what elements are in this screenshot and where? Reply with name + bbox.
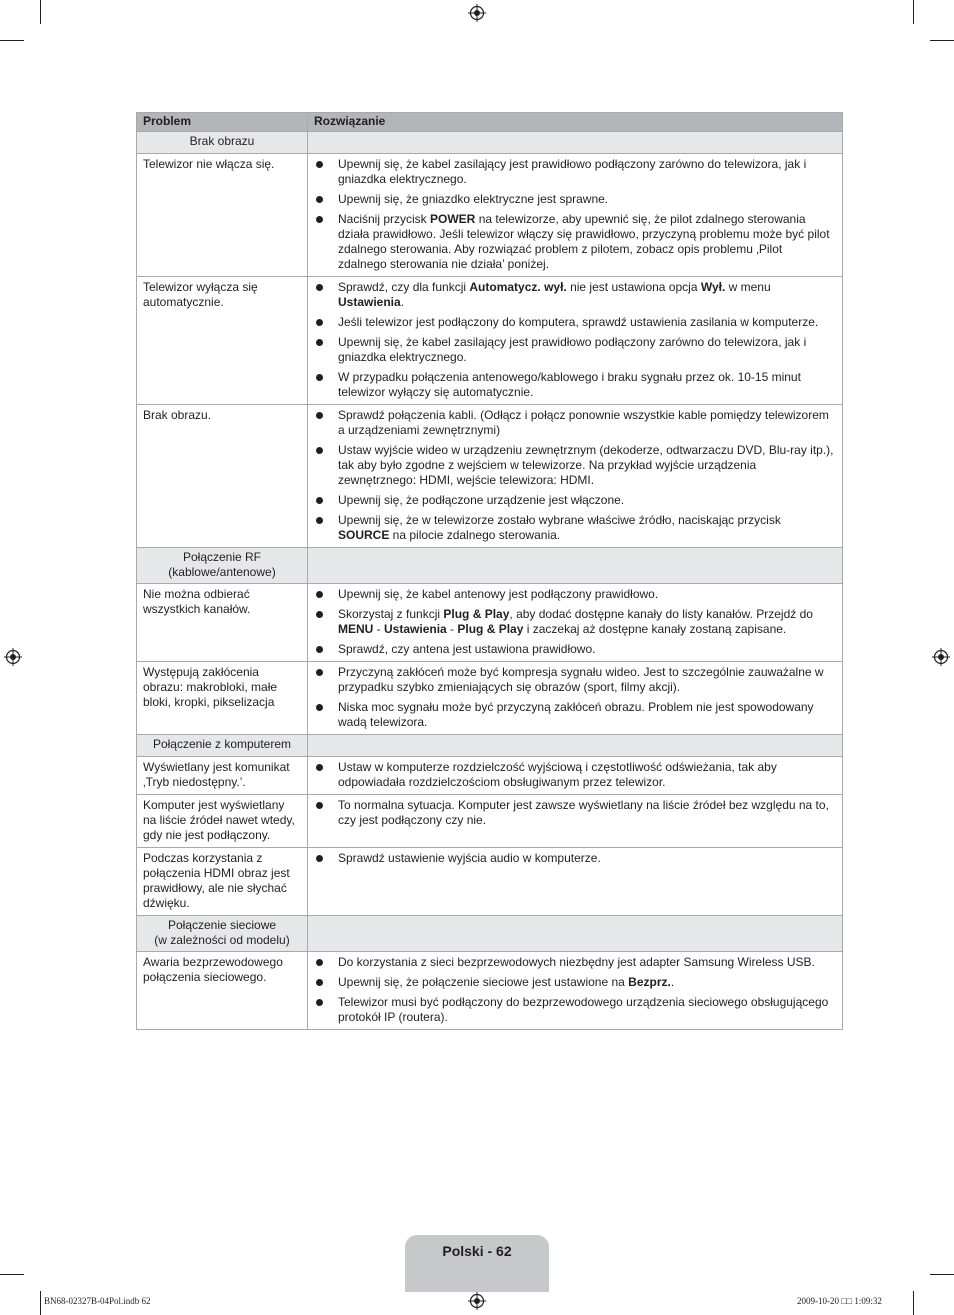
section-title: Połączenie sieciowe (w zależności od modelu) bbox=[137, 916, 308, 952]
solution-text: Niska moc sygnału może być przyczyną zakłóceń obrazu. Problem nie jest spowodowany wadą telewizora. bbox=[338, 700, 814, 729]
section-row bbox=[137, 916, 843, 952]
solution-emphasis: SOURCE bbox=[338, 528, 390, 542]
solution-text: - bbox=[373, 622, 385, 636]
page-label: Polski - 62 bbox=[442, 1243, 512, 1259]
table-header-row bbox=[137, 113, 843, 132]
solution-emphasis: MENU bbox=[338, 622, 374, 636]
problem-cell: Telewizor nie włącza się. bbox=[137, 154, 308, 277]
solution-cell bbox=[308, 795, 843, 848]
footer-timestamp: 2009-10-20 □□ 1:09:32 bbox=[797, 1296, 882, 1306]
problem-cell: Brak obrazu. bbox=[137, 405, 308, 548]
solution-text: Sprawdź, czy antena jest ustawiona prawidłowo. bbox=[338, 642, 596, 656]
solution-text: Sprawdź, czy dla funkcji bbox=[338, 280, 470, 294]
section-row bbox=[137, 132, 843, 154]
solution-text: - bbox=[446, 622, 458, 636]
solution-text: Upewnij się, że gniazdko elektryczne jest sprawne. bbox=[338, 192, 609, 206]
solution-text: W przypadku połączenia antenowego/kablowego i braku sygnału przez ok. 10-15 minut telewizor wyłączy się automatycznie. bbox=[338, 370, 801, 399]
registration-mark-icon bbox=[932, 648, 950, 666]
table-row bbox=[137, 584, 843, 662]
solution-text: Upewnij się, że w telewizorze zostało wybrane właściwe źródło, naciskając przycisk bbox=[338, 513, 781, 527]
solution-text: na pilocie zdalnego sterowania. bbox=[389, 528, 561, 542]
solution-text: Przyczyną zakłóceń może być kompresja sygnału wideo. Jest to szczególnie zauważalne w przypadku szybko zmieniających się obrazów (sport, filmy akcji). bbox=[338, 665, 824, 694]
solution-item bbox=[316, 955, 834, 970]
solution-item bbox=[316, 408, 834, 438]
solution-list bbox=[316, 665, 834, 730]
solution-text: . bbox=[400, 295, 405, 309]
solution-text: Upewnij się, że kabel zasilający jest prawidłowo podłączony zarówno do telewizora, jak i gniazdka elektrycznego. bbox=[338, 335, 807, 364]
solution-item bbox=[316, 798, 834, 828]
problem-cell: Telewizor wyłącza się automatycznie. bbox=[137, 277, 308, 405]
table-row bbox=[137, 277, 843, 405]
solution-text: To normalna sytuacja. Komputer jest zawsze wyświetlany na liście źródeł bez względu na to, czy jest podłączony czy nie. bbox=[338, 798, 829, 827]
section-solution-empty bbox=[308, 735, 843, 757]
registration-mark-icon bbox=[468, 4, 486, 22]
problem-cell: Wyświetlany jest komunikat ‚Tryb niedostępny.’. bbox=[137, 757, 308, 795]
solution-item bbox=[316, 851, 834, 866]
section-solution-empty bbox=[308, 916, 843, 952]
solution-text: Sprawdź połączenia kabli. (Odłącz i połącz ponownie wszystkie kable pomiędzy telewizorem a urządzeniami zewnętrznymi) bbox=[338, 408, 829, 437]
header-solution: Rozwiązanie bbox=[308, 113, 843, 132]
crop-mark-bl-v bbox=[40, 1291, 41, 1315]
solution-list bbox=[316, 798, 834, 828]
solution-text: Do korzystania z sieci bezprzewodowych niezbędny jest adapter Samsung Wireless USB. bbox=[338, 955, 815, 969]
solution-text: Telewizor musi być podłączony do bezprzewodowego urządzenia sieciowego obsługującego protokół IP (routera). bbox=[338, 995, 829, 1024]
table-row bbox=[137, 405, 843, 548]
solution-emphasis: Bezprz. bbox=[628, 975, 671, 989]
solution-cell bbox=[308, 952, 843, 1030]
section-title: Brak obrazu bbox=[137, 132, 308, 154]
solution-list bbox=[316, 760, 834, 790]
solution-item bbox=[316, 700, 834, 730]
crop-mark-br-v bbox=[913, 1291, 914, 1315]
solution-text: Upewnij się, że podłączone urządzenie jest włączone. bbox=[338, 493, 625, 507]
table-row bbox=[137, 757, 843, 795]
problem-cell: Awaria bezprzewodowego połączenia sieciowego. bbox=[137, 952, 308, 1030]
crop-mark-tr-v bbox=[913, 0, 914, 24]
solution-text: nie jest ustawiona opcja bbox=[566, 280, 701, 294]
table-row bbox=[137, 952, 843, 1030]
solution-item bbox=[316, 975, 834, 990]
solution-item bbox=[316, 642, 834, 657]
page-number-tab bbox=[405, 1235, 549, 1292]
solution-list bbox=[316, 851, 834, 866]
solution-text: Sprawdź ustawienie wyjścia audio w komputerze. bbox=[338, 851, 601, 865]
solution-item bbox=[316, 370, 834, 400]
table-body bbox=[137, 132, 843, 1030]
section-solution-empty bbox=[308, 548, 843, 584]
solution-item bbox=[316, 443, 834, 488]
table-row bbox=[137, 662, 843, 735]
solution-text: Skorzystaj z funkcji bbox=[338, 607, 444, 621]
solution-emphasis: POWER bbox=[430, 212, 476, 226]
problem-cell: Komputer jest wyświetlany na liście źródeł nawet wtedy, gdy nie jest podłączony. bbox=[137, 795, 308, 848]
solution-text: , aby dodać dostępne kanały do listy kanałów. Przejdź do bbox=[509, 607, 813, 621]
solution-list bbox=[316, 157, 834, 272]
crop-mark-tl-h bbox=[0, 40, 24, 41]
problem-cell: Podczas korzystania z połączenia HDMI obraz jest prawidłowy, ale nie słychać dźwięku. bbox=[137, 848, 308, 916]
registration-mark-icon bbox=[4, 648, 22, 666]
solution-item bbox=[316, 280, 834, 310]
solution-emphasis: Automatycz. wył. bbox=[469, 280, 567, 294]
solution-item bbox=[316, 607, 834, 637]
solution-item bbox=[316, 493, 834, 508]
section-row bbox=[137, 735, 843, 757]
solution-list bbox=[316, 408, 834, 543]
solution-list bbox=[316, 955, 834, 1025]
solution-text: Naciśnij przycisk bbox=[338, 212, 431, 226]
solution-cell bbox=[308, 757, 843, 795]
footer-file: BN68-02327B-04Pol.indb 62 bbox=[44, 1296, 151, 1306]
table-row bbox=[137, 795, 843, 848]
solution-item bbox=[316, 192, 834, 207]
table-row bbox=[137, 154, 843, 277]
solution-cell bbox=[308, 662, 843, 735]
solution-item bbox=[316, 513, 834, 543]
solution-text: Ustaw w komputerze rozdzielczość wyjściową i częstotliwość odświeżania, tak aby odpowiadała rozdzielczościom obsługiwanym przez telewizor. bbox=[338, 760, 777, 789]
solution-text: . bbox=[670, 975, 675, 989]
solution-cell bbox=[308, 405, 843, 548]
solution-emphasis: Plug & Play bbox=[457, 622, 524, 636]
solution-item bbox=[316, 315, 834, 330]
section-title: Połączenie RF (kablowe/antenowe) bbox=[137, 548, 308, 584]
solution-list bbox=[316, 280, 834, 400]
crop-mark-tr-h bbox=[930, 40, 954, 41]
solution-emphasis: Plug & Play bbox=[443, 607, 510, 621]
solution-emphasis: Ustawienia bbox=[338, 295, 401, 309]
solution-cell bbox=[308, 277, 843, 405]
section-solution-empty bbox=[308, 132, 843, 154]
crop-mark-tl-v bbox=[40, 0, 41, 24]
section-title: Połączenie z komputerem bbox=[137, 735, 308, 757]
solution-item bbox=[316, 995, 834, 1025]
solution-text: Upewnij się, że kabel zasilający jest prawidłowo podłączony zarówno do telewizora, jak i gniazdka elektrycznego. bbox=[338, 157, 807, 186]
solution-text: na telewizorze, aby upewnić się, że pilot zdalnego sterowania działa prawidłowo. Jeśli telewizor włączy się prawidłowo, przyczyną problemu może być pilot zdalnego sterowania. Aby rozwiązać problem z pilotem, zobacz opis problemu ‚Pilot zdalnego sterowania nie działa’ poniżej. bbox=[338, 212, 830, 271]
section-row bbox=[137, 548, 843, 584]
solution-item bbox=[316, 760, 834, 790]
solution-emphasis: Ustawienia bbox=[384, 622, 447, 636]
crop-mark-br-h bbox=[930, 1274, 954, 1275]
solution-text: i zaczekaj aż dostępne kanały zostaną zapisane. bbox=[523, 622, 787, 636]
problem-cell: Występują zakłócenia obrazu: makrobloki, małe bloki, kropki, pikselizacja bbox=[137, 662, 308, 735]
solution-text: Upewnij się, że połączenie sieciowe jest ustawione na bbox=[338, 975, 629, 989]
troubleshooting-table bbox=[136, 112, 843, 1030]
solution-cell bbox=[308, 154, 843, 277]
solution-item bbox=[316, 212, 834, 272]
crop-mark-bl-h bbox=[0, 1274, 24, 1275]
solution-emphasis: Wył. bbox=[700, 280, 726, 294]
table-row bbox=[137, 848, 843, 916]
solution-text: Upewnij się, że kabel antenowy jest podłączony prawidłowo. bbox=[338, 587, 659, 601]
header-problem: Problem bbox=[137, 113, 308, 132]
problem-cell: Nie można odbierać wszystkich kanałów. bbox=[137, 584, 308, 662]
solution-text: w menu bbox=[725, 280, 771, 294]
solution-list bbox=[316, 587, 834, 657]
registration-mark-icon bbox=[468, 1292, 486, 1310]
solution-item bbox=[316, 587, 834, 602]
solution-item bbox=[316, 157, 834, 187]
solution-cell bbox=[308, 848, 843, 916]
solution-text: Jeśli telewizor jest podłączony do komputera, sprawdź ustawienia zasilania w komputerze. bbox=[338, 315, 819, 329]
solution-cell bbox=[308, 584, 843, 662]
solution-item bbox=[316, 335, 834, 365]
solution-text: Ustaw wyjście wideo w urządzeniu zewnętrznym (dekoderze, odtwarzaczu DVD, Blu-ray itp.), tak aby było zgodne z wejściem w telewizorze. Na przykład wyjście urządzenia zewnętrznego: HDMI, wejście telewizora: HDMI. bbox=[338, 443, 834, 487]
solution-item bbox=[316, 665, 834, 695]
